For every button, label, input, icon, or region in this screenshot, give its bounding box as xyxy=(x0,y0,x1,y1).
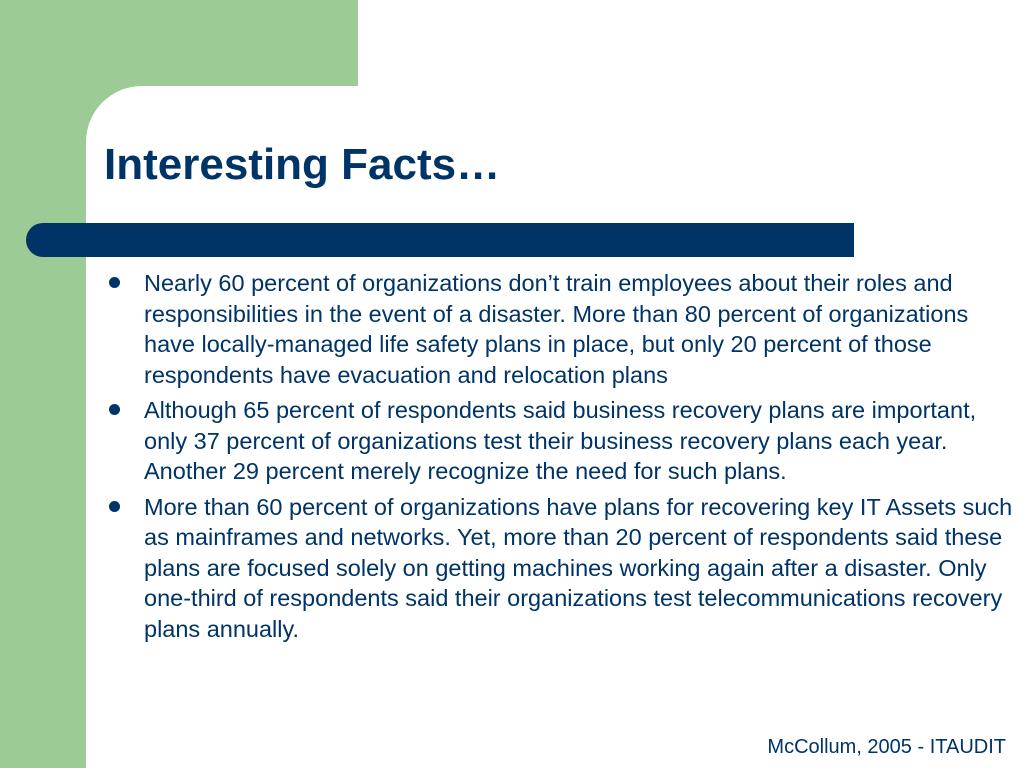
footer-citation: McCollum, 2005 - ITAUDIT xyxy=(767,736,1006,758)
bullet-text: Nearly 60 percent of organizations don’t train employees about their roles and responsibilities in the event of a disaster. More than 80 percent of organizations have locally-managed life safety plans in place, but only 20 percent of those respondents have evacuation and relocation plans xyxy=(144,270,969,388)
bullet-text: Although 65 percent of respondents said business recovery plans are important, only 37 percent of organizations test their business recovery plans each year. Another 29 percent merely recognize the need for such plans. xyxy=(144,397,977,484)
bullet-text: More than 60 percent of organizations have plans for recovering key IT Assets such as mainframes and networks. Yet, more than 20 percent of respondents said these plans are focused solely on getting machines working again after a disaster. Only one-third of respondents said their organizations test telecommunications recovery plans annually. xyxy=(144,493,1013,642)
bullet-list xyxy=(104,268,1018,649)
bullet-item xyxy=(104,395,1018,487)
title-underline-bar xyxy=(26,223,854,257)
bullet-item xyxy=(104,268,1018,390)
bullet-item xyxy=(104,492,1018,645)
bullet-dot-icon xyxy=(109,277,120,288)
bullet-dot-icon xyxy=(109,404,120,415)
slide-title: Interesting Facts… xyxy=(104,140,501,189)
bullet-dot-icon xyxy=(109,501,120,512)
